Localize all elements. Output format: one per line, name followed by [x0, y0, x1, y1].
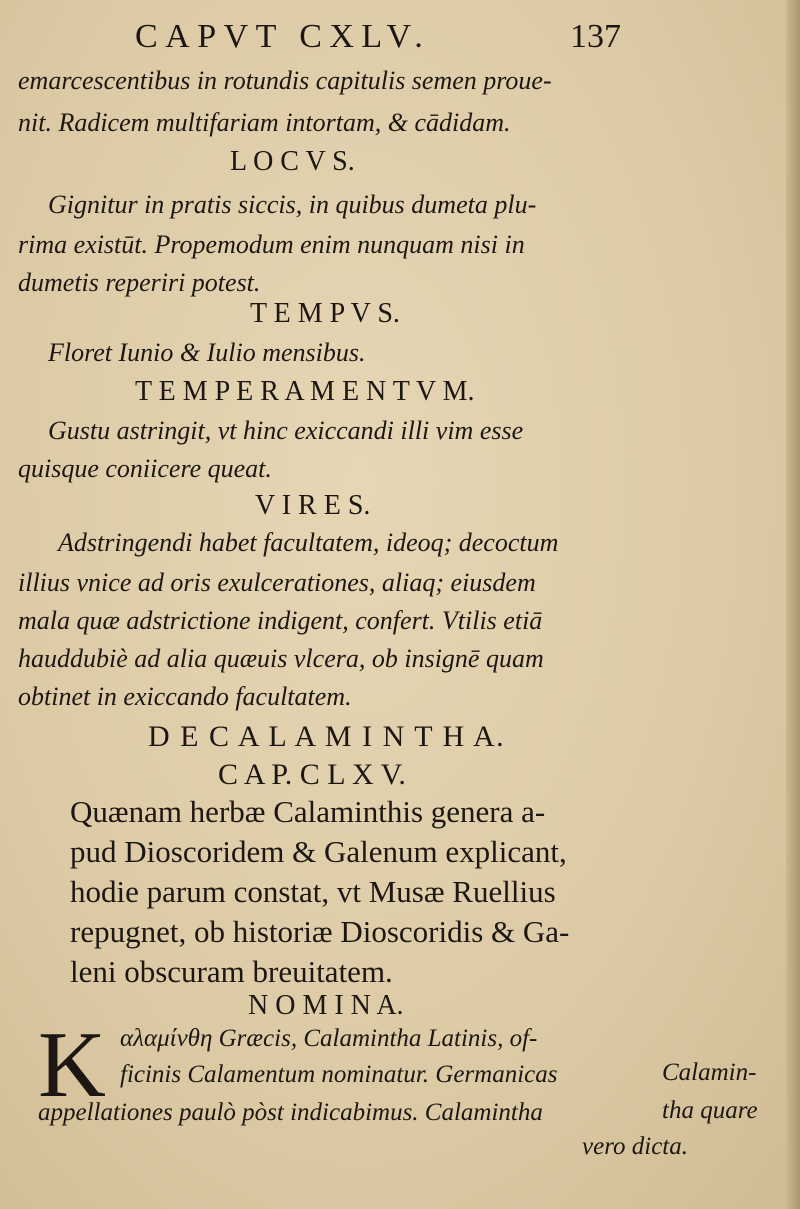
text-line: mala quæ adstrictione indigent, confert. Vtilis etiā: [18, 606, 543, 635]
drop-cap-initial: K: [38, 1013, 106, 1117]
text-line: dumetis reperiri potest.: [18, 268, 261, 297]
text-line: leni obscuram breuitatem.: [70, 954, 393, 989]
section-heading-vires: V I R E S.: [255, 490, 371, 521]
page-edge: [786, 0, 800, 1209]
chapter-number: C A P. C L X V.: [218, 758, 406, 791]
text-line: Gignitur in pratis siccis, in quibus dumeta plu-: [48, 190, 537, 219]
text-line: repugnet, ob historiæ Dioscoridis & Ga-: [70, 914, 570, 949]
text-line: vero dicta.: [582, 1133, 688, 1160]
marginal-note: tha quare: [662, 1097, 758, 1124]
section-heading-nomina: N O M I N A.: [248, 990, 404, 1021]
text-line: illius vnice ad oris exulcerationes, aliaq; eiusdem: [18, 568, 536, 597]
running-head-title: CAPVT CXLV.: [135, 18, 431, 55]
text-line: hodie parum constat, vt Musæ Ruellius: [70, 874, 556, 909]
section-heading-locus: L O C V S.: [230, 146, 355, 177]
text-line: rima existūt. Propemodum enim nunquam nisi in: [18, 230, 525, 259]
text-line: Quænam herbæ Calaminthis genera a-: [70, 794, 546, 829]
text-line: quisque coniicere queat.: [18, 454, 272, 483]
page-number: 137: [570, 18, 621, 55]
text-line: nit. Radicem multifariam intortam, & cādidam.: [18, 108, 511, 137]
text-line: appellationes paulò pòst indicabimus. Calamintha: [38, 1099, 543, 1126]
section-heading-tempus: T E M P V S.: [250, 298, 400, 329]
text-line: Adstringendi habet facultatem, ideoq; decoctum: [58, 528, 559, 557]
text-line: Gustu astringit, vt hinc exiccandi illi vim esse: [48, 416, 524, 445]
text-line: Floret Iunio & Iulio mensibus.: [48, 338, 366, 367]
text-line: hauddubiè ad alia quæuis vlcera, ob insignē quam: [18, 644, 544, 673]
section-heading-temperamentum: T E M P E R A M E N T V M.: [135, 376, 475, 407]
text-line: ficinis Calamentum nominatur. Germanicas: [120, 1061, 558, 1088]
text-line: emarcescentibus in rotundis capitulis semen proue-: [18, 66, 552, 95]
text-line: obtinet in exiccando facultatem.: [18, 682, 352, 711]
chapter-title: D E C A L A M I N T H A.: [148, 720, 506, 753]
text-line: pud Dioscoridem & Galenum explicant,: [70, 834, 567, 869]
marginal-note: Calamin-: [662, 1059, 757, 1086]
text-line: αλαμίνθη Græcis, Calamintha Latinis, of-: [120, 1025, 538, 1052]
